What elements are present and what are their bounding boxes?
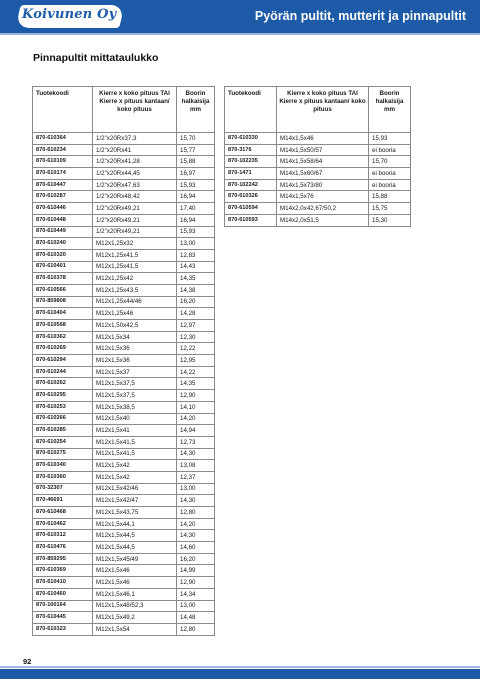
bore-cell: 12,37 xyxy=(177,471,215,483)
bore-cell: 12,80 xyxy=(177,507,215,519)
bore-cell: 14,22 xyxy=(177,366,215,378)
thread-cell: M12x1,5x41 xyxy=(93,425,177,437)
thread-cell: M12x1,25x42 xyxy=(93,273,177,285)
thread-cell: M12x1,5x48/52,3 xyxy=(93,600,177,612)
table-row xyxy=(33,203,215,215)
footer-bar xyxy=(0,669,480,679)
column-header-bore: Boorin halkaisija mm xyxy=(369,87,411,133)
code-cell: 870-610330 xyxy=(225,133,277,145)
bore-cell: 14,35 xyxy=(177,378,215,390)
bore-cell: ei booria xyxy=(369,144,411,156)
thread-cell: M12x1,5x34 xyxy=(93,331,177,343)
table-row xyxy=(33,226,215,238)
thread-cell: 1/2"x20Rx48,42 xyxy=(93,191,177,203)
code-cell: 870-610320 xyxy=(33,249,93,261)
thread-cell: M12x1,5x37,5 xyxy=(93,390,177,402)
bore-cell: 15,88 xyxy=(369,191,411,203)
table-row xyxy=(33,448,215,460)
bore-cell: 14,30 xyxy=(177,448,215,460)
table-row xyxy=(33,249,215,261)
bore-cell: 15,93 xyxy=(369,133,411,145)
column-header-thread: Kierre x koko pituus TAI Kierre x pituus kantaan/ koko pituus xyxy=(93,87,177,133)
thread-cell: M14x1,5x46 xyxy=(277,133,369,145)
thread-cell: 1/2"x20Rx41,28 xyxy=(93,156,177,168)
code-cell: 870-3176 xyxy=(225,144,277,156)
bore-cell: 16,94 xyxy=(177,214,215,226)
table-row xyxy=(225,203,411,215)
code-cell: 870-610448 xyxy=(33,214,93,226)
table-row xyxy=(33,495,215,507)
code-cell: 870-610109 xyxy=(33,156,93,168)
bore-cell: 16,97 xyxy=(177,168,215,180)
table-row xyxy=(33,542,215,554)
company-logo-text: Koivunen Oy xyxy=(22,7,117,22)
bore-cell: ei booria xyxy=(369,168,411,180)
code-cell: 870-610323 xyxy=(33,623,93,635)
column-header-code: Tuotekoodi xyxy=(225,87,277,133)
page-header xyxy=(0,0,480,33)
thread-cell: M12x1,5x46 xyxy=(93,565,177,577)
code-cell: 870-46691 xyxy=(33,495,93,507)
thread-cell: M12x1,5x41,5 xyxy=(93,436,177,448)
table-row xyxy=(225,168,411,180)
code-cell: 870-610254 xyxy=(33,436,93,448)
column-header-bore: Boorin halkaisija mm xyxy=(177,87,215,133)
table-row xyxy=(33,331,215,343)
thread-cell: M12x1,5x42/46 xyxy=(93,483,177,495)
table-row xyxy=(33,413,215,425)
code-cell: 870-610360 xyxy=(33,471,93,483)
table-row xyxy=(33,530,215,542)
table-row xyxy=(225,191,411,203)
bore-cell: 14,20 xyxy=(177,413,215,425)
thread-cell: 1/2"x20Rx49,21 xyxy=(93,214,177,226)
thread-cell: M14x1,5x60/67 xyxy=(277,168,369,180)
table-row xyxy=(33,343,215,355)
bore-cell: 15,75 xyxy=(369,203,411,215)
thread-cell: M14x1,5x73/80 xyxy=(277,179,369,191)
code-cell: 870-610294 xyxy=(33,355,93,367)
table-row xyxy=(33,623,215,635)
column-header-thread: Kierre x koko pituus TAI Kierre x pituus kantaan/ koko pituus xyxy=(277,87,369,133)
table-row xyxy=(33,378,215,390)
table-row xyxy=(33,577,215,589)
table-row xyxy=(33,507,215,519)
column-header-code: Tuotekoodi xyxy=(33,87,93,133)
code-cell: 870-610174 xyxy=(33,168,93,180)
thread-cell: M12x1,25x43,5 xyxy=(93,284,177,296)
table-row xyxy=(33,261,215,273)
thread-cell: M14x2,0x42,67/50,2 xyxy=(277,203,369,215)
bore-cell: 14,43 xyxy=(177,261,215,273)
table-row xyxy=(33,133,215,145)
thread-cell: M12x1,25x46 xyxy=(93,308,177,320)
bore-cell: ei booria xyxy=(369,179,411,191)
table-row xyxy=(33,612,215,624)
bore-cell: 16,20 xyxy=(177,296,215,308)
code-cell: 870-610326 xyxy=(225,191,277,203)
code-cell: 870-610468 xyxy=(33,507,93,519)
bore-cell: 13,00 xyxy=(177,238,215,250)
bore-cell: 16,20 xyxy=(177,553,215,565)
code-cell: 870-610460 xyxy=(33,588,93,600)
table-row xyxy=(33,308,215,320)
code-cell: 870-610410 xyxy=(33,577,93,589)
table-header-row xyxy=(33,87,215,133)
table-row xyxy=(33,425,215,437)
table-row xyxy=(33,296,215,308)
code-cell: 870-610404 xyxy=(33,308,93,320)
code-cell: 870-610244 xyxy=(33,366,93,378)
table-row xyxy=(225,156,411,168)
thread-cell: 1/2"x20Rx37,3 xyxy=(93,133,177,145)
thread-cell: 1/2"x20Rx49,21 xyxy=(93,203,177,215)
table-row xyxy=(33,168,215,180)
code-cell: 870-610253 xyxy=(33,401,93,413)
table-row xyxy=(33,390,215,402)
code-cell: 870-610312 xyxy=(33,530,93,542)
thread-cell: M12x1,5x42 xyxy=(93,460,177,472)
table-row xyxy=(33,588,215,600)
table-header-row xyxy=(225,87,411,133)
code-cell: 870-610445 xyxy=(33,612,93,624)
code-cell: 870-610594 xyxy=(225,203,277,215)
thread-cell: M12x1,5x45/49 xyxy=(93,553,177,565)
thread-cell: M12x1,5x43,75 xyxy=(93,507,177,519)
thread-cell: M12x1,25x32 xyxy=(93,238,177,250)
bore-cell: 17,40 xyxy=(177,203,215,215)
bore-cell: 12,22 xyxy=(177,343,215,355)
header-stripe xyxy=(0,33,480,35)
bore-cell: 13,08 xyxy=(177,460,215,472)
thread-cell: M12x1,25x44/46 xyxy=(93,296,177,308)
table-row xyxy=(33,518,215,530)
code-cell: 870-610369 xyxy=(33,565,93,577)
bore-cell: 14,28 xyxy=(177,308,215,320)
code-cell: 870-102242 xyxy=(225,179,277,191)
thread-cell: 1/2"x20Rx41 xyxy=(93,144,177,156)
thread-cell: M12x1,5x37,5 xyxy=(93,378,177,390)
thread-cell: M12x1,5x42 xyxy=(93,471,177,483)
bore-cell: 12,95 xyxy=(177,355,215,367)
bore-cell: 14,94 xyxy=(177,425,215,437)
thread-cell: 1/2"x20Rx49,21 xyxy=(93,226,177,238)
code-cell: 870-610266 xyxy=(33,413,93,425)
bore-cell: 15,88 xyxy=(177,156,215,168)
thread-cell: M12x1,50x42,5 xyxy=(93,320,177,332)
bore-cell: 12,90 xyxy=(177,390,215,402)
code-cell: 870-610269 xyxy=(33,343,93,355)
code-cell: 870-610240 xyxy=(33,238,93,250)
code-cell: 870-610275 xyxy=(33,448,93,460)
bore-cell: 15,70 xyxy=(177,133,215,145)
code-cell: 870-1471 xyxy=(225,168,277,180)
code-cell: 870-102235 xyxy=(225,156,277,168)
thread-cell: M12x1,5x46 xyxy=(93,577,177,589)
bore-cell: 16,94 xyxy=(177,191,215,203)
page-number: 92 xyxy=(23,657,32,666)
thread-cell: M12x1,5x46,1 xyxy=(93,588,177,600)
code-cell: 870-610447 xyxy=(33,179,93,191)
table-row xyxy=(33,144,215,156)
table-row xyxy=(33,471,215,483)
thread-cell: M12x1,5x44,5 xyxy=(93,530,177,542)
table-row xyxy=(33,284,215,296)
bore-cell: 12,97 xyxy=(177,320,215,332)
code-cell: 870-610568 xyxy=(33,320,93,332)
code-cell: 870-610566 xyxy=(33,284,93,296)
table-row xyxy=(33,273,215,285)
thread-cell: M12x1,5x40 xyxy=(93,413,177,425)
bore-cell: 14,35 xyxy=(177,273,215,285)
thread-cell: M12x1,5x44,5 xyxy=(93,542,177,554)
thread-cell: M12x1,5x38,5 xyxy=(93,401,177,413)
code-cell: 870-610234 xyxy=(33,144,93,156)
table-row xyxy=(225,144,411,156)
table-row xyxy=(33,436,215,448)
thread-cell: M14x1,5x58/64 xyxy=(277,156,369,168)
footer-stripe xyxy=(0,666,480,668)
table-row xyxy=(33,320,215,332)
thread-cell: M12x1,5x37 xyxy=(93,366,177,378)
code-cell: 870-32307 xyxy=(33,483,93,495)
thread-cell: M12x1,5x54 xyxy=(93,623,177,635)
code-cell: 870-859808 xyxy=(33,296,93,308)
code-cell: 870-610285 xyxy=(33,425,93,437)
bore-cell: 15,70 xyxy=(369,156,411,168)
code-cell: 870-610401 xyxy=(33,261,93,273)
bore-cell: 14,60 xyxy=(177,542,215,554)
bore-cell: 12,73 xyxy=(177,436,215,448)
bore-cell: 12,30 xyxy=(177,331,215,343)
table-row xyxy=(33,366,215,378)
thread-cell: M12x1,5x36 xyxy=(93,355,177,367)
table-row xyxy=(33,156,215,168)
thread-cell: M12x1,5x42/47 xyxy=(93,495,177,507)
code-cell: 870-610476 xyxy=(33,542,93,554)
table-row xyxy=(33,355,215,367)
page-title: Pinnapultit mittataulukko xyxy=(33,52,159,64)
bore-cell: 14,38 xyxy=(177,284,215,296)
table-row xyxy=(225,133,411,145)
table-row xyxy=(33,179,215,191)
spec-table-left xyxy=(32,86,215,636)
code-cell: 870-610262 xyxy=(33,378,93,390)
bore-cell: 12,83 xyxy=(177,249,215,261)
table-row xyxy=(33,214,215,226)
code-cell: 870-610462 xyxy=(33,518,93,530)
bore-cell: 14,34 xyxy=(177,588,215,600)
thread-cell: M12x1,25x41,5 xyxy=(93,249,177,261)
thread-cell: 1/2"x20Rx44,45 xyxy=(93,168,177,180)
bore-cell: 13,00 xyxy=(177,483,215,495)
spec-table-right xyxy=(224,86,411,227)
bore-cell: 15,77 xyxy=(177,144,215,156)
code-cell: 870-610446 xyxy=(33,203,93,215)
thread-cell: M12x1,5x41,5 xyxy=(93,448,177,460)
table-row xyxy=(33,191,215,203)
bore-cell: 15,30 xyxy=(369,214,411,226)
code-cell: 870-610287 xyxy=(33,191,93,203)
code-cell: 870-100164 xyxy=(33,600,93,612)
bore-cell: 15,93 xyxy=(177,179,215,191)
bore-cell: 14,30 xyxy=(177,495,215,507)
code-cell: 870-610449 xyxy=(33,226,93,238)
table-row xyxy=(33,401,215,413)
code-cell: 870-610340 xyxy=(33,460,93,472)
code-cell: 870-610362 xyxy=(33,331,93,343)
bore-cell: 14,99 xyxy=(177,565,215,577)
thread-cell: M12x1,5x36 xyxy=(93,343,177,355)
table-row xyxy=(33,600,215,612)
thread-cell: M12x1,5x49,2 xyxy=(93,612,177,624)
thread-cell: M12x1,25x41,5 xyxy=(93,261,177,273)
code-cell: 870-859295 xyxy=(33,553,93,565)
table-row xyxy=(33,483,215,495)
table-row xyxy=(33,565,215,577)
bore-cell: 15,93 xyxy=(177,226,215,238)
table-row xyxy=(33,460,215,472)
code-cell: 870-610378 xyxy=(33,273,93,285)
bore-cell: 14,20 xyxy=(177,518,215,530)
table-row xyxy=(225,179,411,191)
thread-cell: M14x2,0x51,5 xyxy=(277,214,369,226)
thread-cell: M14x1,5x50/57 xyxy=(277,144,369,156)
bore-cell: 12,80 xyxy=(177,623,215,635)
thread-cell: M14x1,5x76 xyxy=(277,191,369,203)
code-cell: 870-610593 xyxy=(225,214,277,226)
bore-cell: 12,90 xyxy=(177,577,215,589)
bore-cell: 14,48 xyxy=(177,612,215,624)
bore-cell: 14,30 xyxy=(177,530,215,542)
header-title: Pyörän pultit, mutterit ja pinnapultit xyxy=(254,9,466,23)
table-row xyxy=(225,214,411,226)
bore-cell: 14,10 xyxy=(177,401,215,413)
code-cell: 870-610295 xyxy=(33,390,93,402)
thread-cell: M12x1,5x44,1 xyxy=(93,518,177,530)
bore-cell: 13,00 xyxy=(177,600,215,612)
code-cell: 870-610364 xyxy=(33,133,93,145)
table-row xyxy=(33,238,215,250)
thread-cell: 1/2"x20Rx47,63 xyxy=(93,179,177,191)
table-row xyxy=(33,553,215,565)
